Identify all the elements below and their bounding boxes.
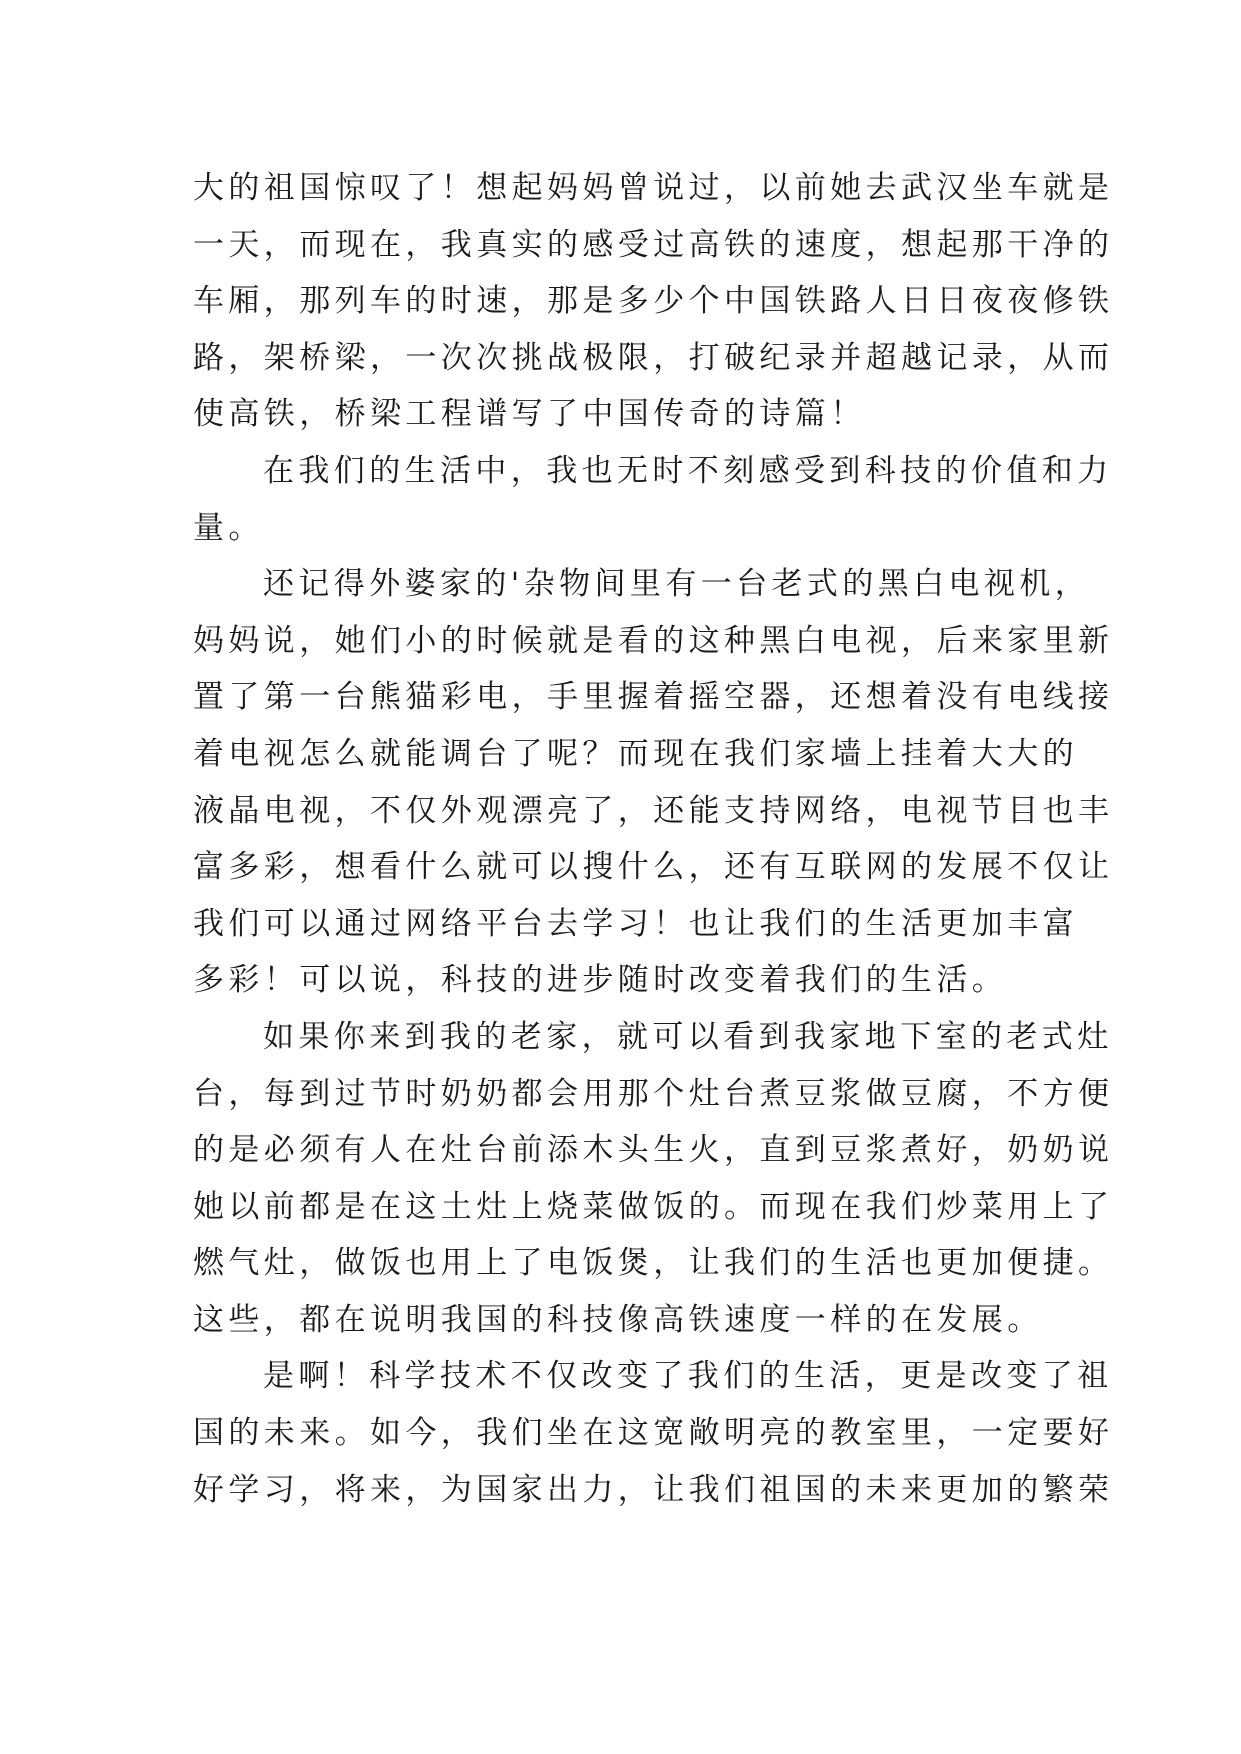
paragraph-television: [193, 556, 1114, 1009]
text-line: 燃气灶，做饭也用上了电饭煲，让我们的生活也更加便捷。: [193, 1245, 1114, 1282]
text-line: 国的未来。如今，我们坐在这宽敞明亮的教室里，一定要好: [193, 1415, 1114, 1452]
text-line: 我们可以通过网络平台去学习！也让我们的生活更加丰富: [193, 905, 1078, 942]
text-line: 这些，都在说明我国的科技像高铁速度一样的在发展。: [193, 1301, 1043, 1338]
text-line: 液晶电视，不仅外观漂亮了，还能支持网络，电视节目也丰: [193, 792, 1114, 829]
paragraph-high-speed-rail: [193, 160, 1114, 443]
text-line: 在我们的生活中，我也无时不刻感受到科技的价值和力: [263, 452, 1113, 489]
text-line: 好学习，将来，为国家出力，让我们祖国的未来更加的繁荣: [193, 1471, 1114, 1508]
paragraph-stove: [193, 1009, 1114, 1349]
text-line: 着电视怎么就能调台了呢？而现在我们家墙上挂着大大的: [193, 735, 1078, 772]
text-line: 富多彩，想看什么就可以搜什么，还有互联网的发展不仅让: [193, 849, 1114, 886]
essay-body: [193, 160, 1114, 1518]
text-line: 路，架桥梁，一次次挑战极限，打破纪录并超越记录，从而: [193, 339, 1114, 376]
text-line: 台，每到过节时奶奶都会用那个灶台煮豆浆做豆腐，不方便: [193, 1075, 1114, 1112]
text-line: 量。: [193, 509, 264, 546]
text-line: 妈妈说，她们小的时候就是看的这种黑白电视，后来家里新: [193, 622, 1114, 659]
text-line: 车厢，那列车的时速，那是多少个中国铁路人日日夜夜修铁: [193, 283, 1114, 320]
text-line: 大的祖国惊叹了！想起妈妈曾说过，以前她去武汉坐车就是: [193, 170, 1114, 206]
text-line: 多彩！可以说，科技的进步随时改变着我们的生活。: [193, 962, 1008, 999]
text-line: 是啊！科学技术不仅改变了我们的生活，更是改变了祖: [263, 1358, 1113, 1395]
text-line: 使高铁，桥梁工程谱写了中国传奇的诗篇！: [193, 396, 866, 433]
text-line: 她以前都是在这土灶上烧菜做饭的。而现在我们炒菜用上了: [193, 1188, 1114, 1225]
paragraph-conclusion: [193, 1348, 1114, 1518]
text-line: 的是必须有人在灶台前添木头生火，直到豆浆煮好，奶奶说: [193, 1132, 1114, 1169]
text-line: 置了第一台熊猫彩电，手里握着摇空器，还想着没有电线接: [193, 679, 1114, 716]
text-line: 还记得外婆家的'杂物间里有一台老式的黑白电视机，: [263, 566, 1091, 603]
text-line: 如果你来到我的老家，就可以看到我家地下室的老式灶: [263, 1018, 1113, 1055]
paragraph-daily-life: [193, 443, 1113, 556]
text-line: 一天，而现在，我真实的感受过高铁的速度，想起那干净的: [193, 226, 1114, 263]
